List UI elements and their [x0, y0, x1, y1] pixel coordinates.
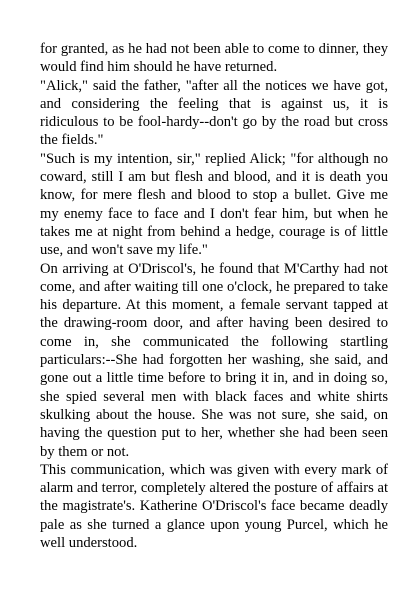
paragraph: for granted, as he had not been able to come to dinner, they would find him should he have returned.: [40, 41, 388, 76]
paragraph: "Alick," said the father, "after all the notices we have got, and considering the feeling that is against us, it is ridiculous to be fool-hardy--don't go by the road but cross the fields.": [40, 77, 388, 149]
page-text: [40, 40, 388, 552]
paragraph: This communication, which was given with every mark of alarm and terror, completely altered the posture of affairs at the magistrate's. Katherine O'Driscol's face became deadly pale as she turned a glance upon young Purcel, which he well understood.: [40, 461, 388, 552]
paragraph: On arriving at O'Driscol's, he found that M'Carthy had not come, and after waiting till one o'clock, he prepared to take his departure. At this moment, a female servant tapped at the drawing-room door, and after having been desired to come in, she communicated the following startling particulars:--She had forgotten her washing, she said, and gone out a little time before to bring it in, and in doing so, she spied several men with black faces and white shirts skulking about the house. She was not sure, she said, on having the question put to her, whether she had been seen by them or not.: [40, 260, 388, 460]
paragraph: "Such is my intention, sir," replied Alick; "for although no coward, still I am but flesh and blood, and it is death you know, for mere flesh and blood to stop a bullet. Give me my enemy face to face and I don't fear him, but when he takes me at night from behind a hedge, courage is of little use, and won't save my life.": [40, 150, 388, 259]
